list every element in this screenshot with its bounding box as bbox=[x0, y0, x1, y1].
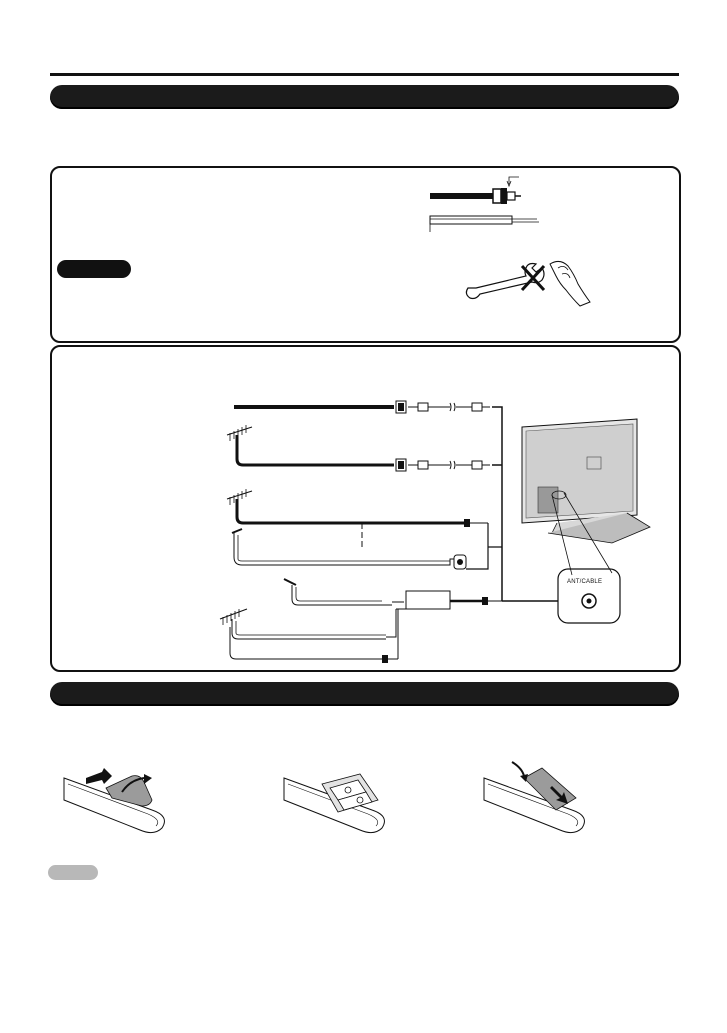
remote-close-cover-icon bbox=[482, 748, 600, 834]
ant-cable-label: ANT/CABLE bbox=[567, 579, 603, 585]
antenna-coax-line bbox=[227, 425, 490, 471]
ant-cable-terminal bbox=[558, 569, 620, 623]
vhf-uhf-combined-line bbox=[227, 489, 502, 569]
wrench-prohibited-icon bbox=[462, 254, 602, 310]
panel-connector-info bbox=[50, 166, 681, 343]
section-header-remote-batteries bbox=[50, 682, 679, 706]
note-badge bbox=[57, 260, 131, 278]
remote-insert-batteries-icon bbox=[282, 748, 400, 834]
top-rule bbox=[50, 73, 679, 76]
coax-cable-icon bbox=[427, 174, 547, 240]
panel-antenna-connections bbox=[50, 345, 681, 672]
antenna-connection-diagram bbox=[52, 347, 679, 670]
section-header-antenna bbox=[50, 85, 679, 109]
twin-lead-icon bbox=[284, 579, 566, 609]
remote-open-cover-icon bbox=[62, 748, 180, 834]
tv-rear-icon bbox=[522, 419, 650, 575]
antenna-twin-coax-line bbox=[220, 609, 406, 663]
note-badge-grey bbox=[48, 865, 98, 880]
coax-cable-icon bbox=[234, 401, 490, 413]
